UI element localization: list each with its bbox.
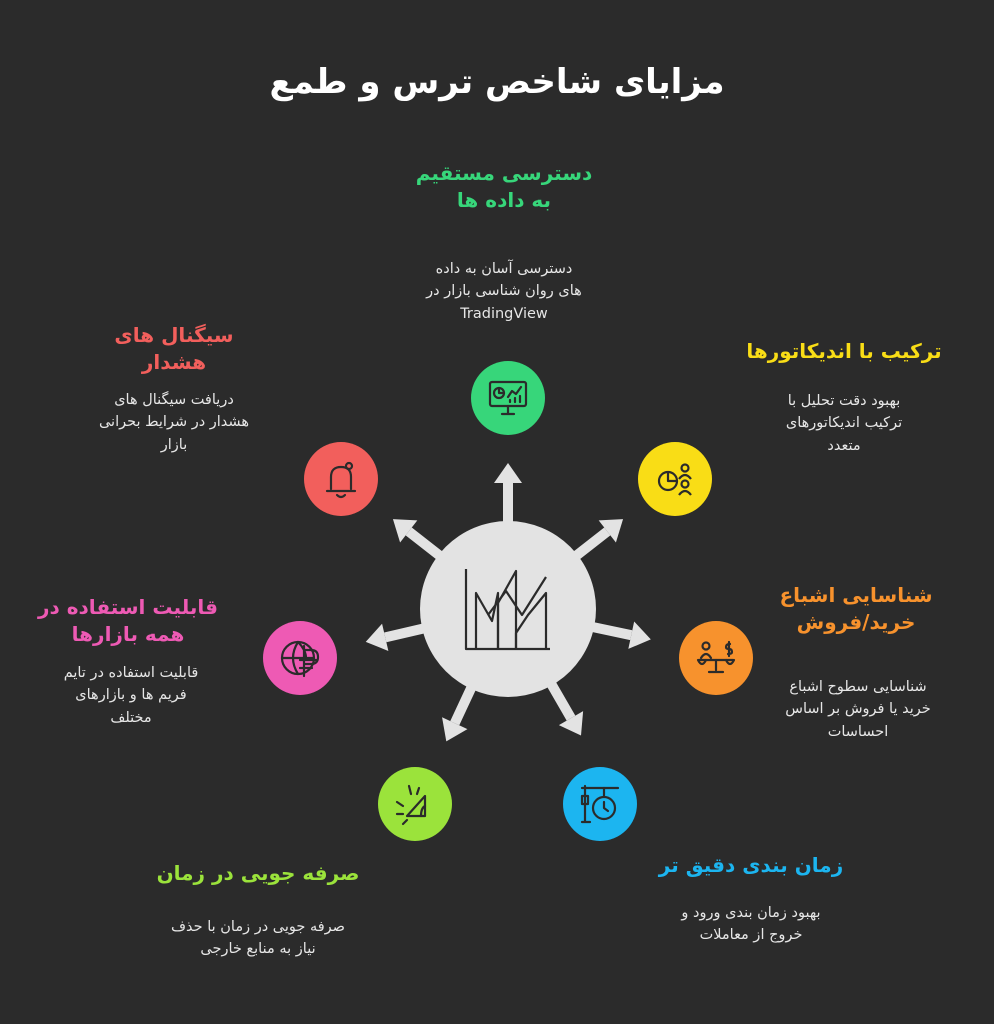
monitor-chart-icon <box>486 376 530 420</box>
desc-line: هشدار در شرایط بحرانی <box>98 414 250 431</box>
benefit-desc-direct-access <box>404 258 604 325</box>
desc-line: خروج از معاملات <box>699 927 803 944</box>
desc-line: بهبود زمان بندی ورود و <box>681 905 821 921</box>
title-line: سیگنال های <box>114 323 234 347</box>
benefit-icon-time-saving <box>378 767 452 841</box>
title-line: صرفه جویی در زمان <box>156 861 360 885</box>
benefit-icon-all-markets <box>263 621 337 695</box>
benefit-desc-all-markets <box>36 662 226 729</box>
protractor-icon <box>393 782 437 826</box>
benefit-desc-indicator-combination <box>744 390 944 457</box>
arrow-shaft <box>574 531 607 557</box>
benefit-desc-overbought-oversold <box>758 676 958 743</box>
benefit-icon-precise-timing <box>563 767 637 841</box>
title-line: ترکیب با اندیکاتورها <box>746 339 942 363</box>
desc-line: احساسات <box>827 723 889 740</box>
desc-line: شناسایی سطوح اشباع <box>789 679 927 695</box>
desc-line: فریم ها و بازارهای <box>75 687 187 704</box>
desc-line: قابلیت استفاده در تایم <box>63 665 199 681</box>
title-line: دسترسی مستقیم <box>415 161 593 185</box>
title-line: شناسایی اشباع <box>779 583 933 607</box>
benefit-desc-precise-timing <box>641 902 861 947</box>
desc-line: های روان شناسی بازار در <box>426 283 582 300</box>
scale-dollar-icon <box>694 636 738 680</box>
benefit-icon-direct-access <box>471 361 545 435</box>
benefit-title-overbought-oversold <box>756 582 956 636</box>
arrow-shaft <box>550 682 571 718</box>
benefit-title-precise-timing <box>641 852 861 879</box>
desc-line: خرید یا فروش بر اساس <box>785 701 931 718</box>
arrow-head <box>366 624 389 651</box>
benefit-icon-overbought-oversold <box>679 621 753 695</box>
desc-line: صرفه جویی در زمان با حذف <box>171 919 345 935</box>
desc-line: دریافت سیگنال های <box>114 392 234 408</box>
arrow-shaft <box>385 628 426 637</box>
arrow-shaft <box>455 685 473 723</box>
line-chart-icon <box>462 563 554 655</box>
title-line: به داده ها <box>456 188 552 212</box>
benefit-title-indicator-combination <box>734 338 954 365</box>
clock-sign-icon <box>578 782 622 826</box>
benefit-title-warning-signals <box>74 322 274 376</box>
arrow-head <box>494 463 522 483</box>
desc-line: مختلف <box>110 709 152 726</box>
benefit-icon-indicator-combination <box>638 442 712 516</box>
desc-line: TradingView <box>460 305 548 322</box>
desc-line: بازار <box>160 436 188 453</box>
title-line: زمان بندی دقیق تر <box>658 853 844 877</box>
desc-line: بهبود دقت تحلیل با <box>787 393 901 409</box>
benefit-desc-time-saving <box>138 916 378 961</box>
benefit-title-direct-access <box>404 160 604 214</box>
desc-line: نیاز به منابع خارجی <box>200 941 316 958</box>
title-line: هشدار <box>141 350 207 374</box>
bell-icon <box>319 457 363 501</box>
title-line: همه بازارها <box>71 622 185 646</box>
desc-line: متعدد <box>827 437 861 454</box>
benefit-title-all-markets <box>28 594 228 648</box>
pie-chart-people-icon <box>653 457 697 501</box>
title-line: قابلیت استفاده در <box>38 595 218 619</box>
arrow-head <box>628 622 650 649</box>
globe-currency-icon <box>278 636 322 680</box>
center-hub <box>420 521 596 697</box>
desc-line: دسترسی آسان به داده <box>435 261 573 277</box>
desc-line: ترکیب اندیکاتورهای <box>785 415 903 432</box>
benefit-icon-warning-signals <box>304 442 378 516</box>
arrow-shaft <box>409 531 442 557</box>
title-line: خرید/فروش <box>796 610 916 634</box>
benefit-title-time-saving <box>148 860 368 887</box>
page-title: مزایای شاخص ترس و طمع <box>269 62 725 102</box>
arrow-shaft <box>590 626 631 635</box>
benefit-desc-warning-signals <box>74 389 274 456</box>
